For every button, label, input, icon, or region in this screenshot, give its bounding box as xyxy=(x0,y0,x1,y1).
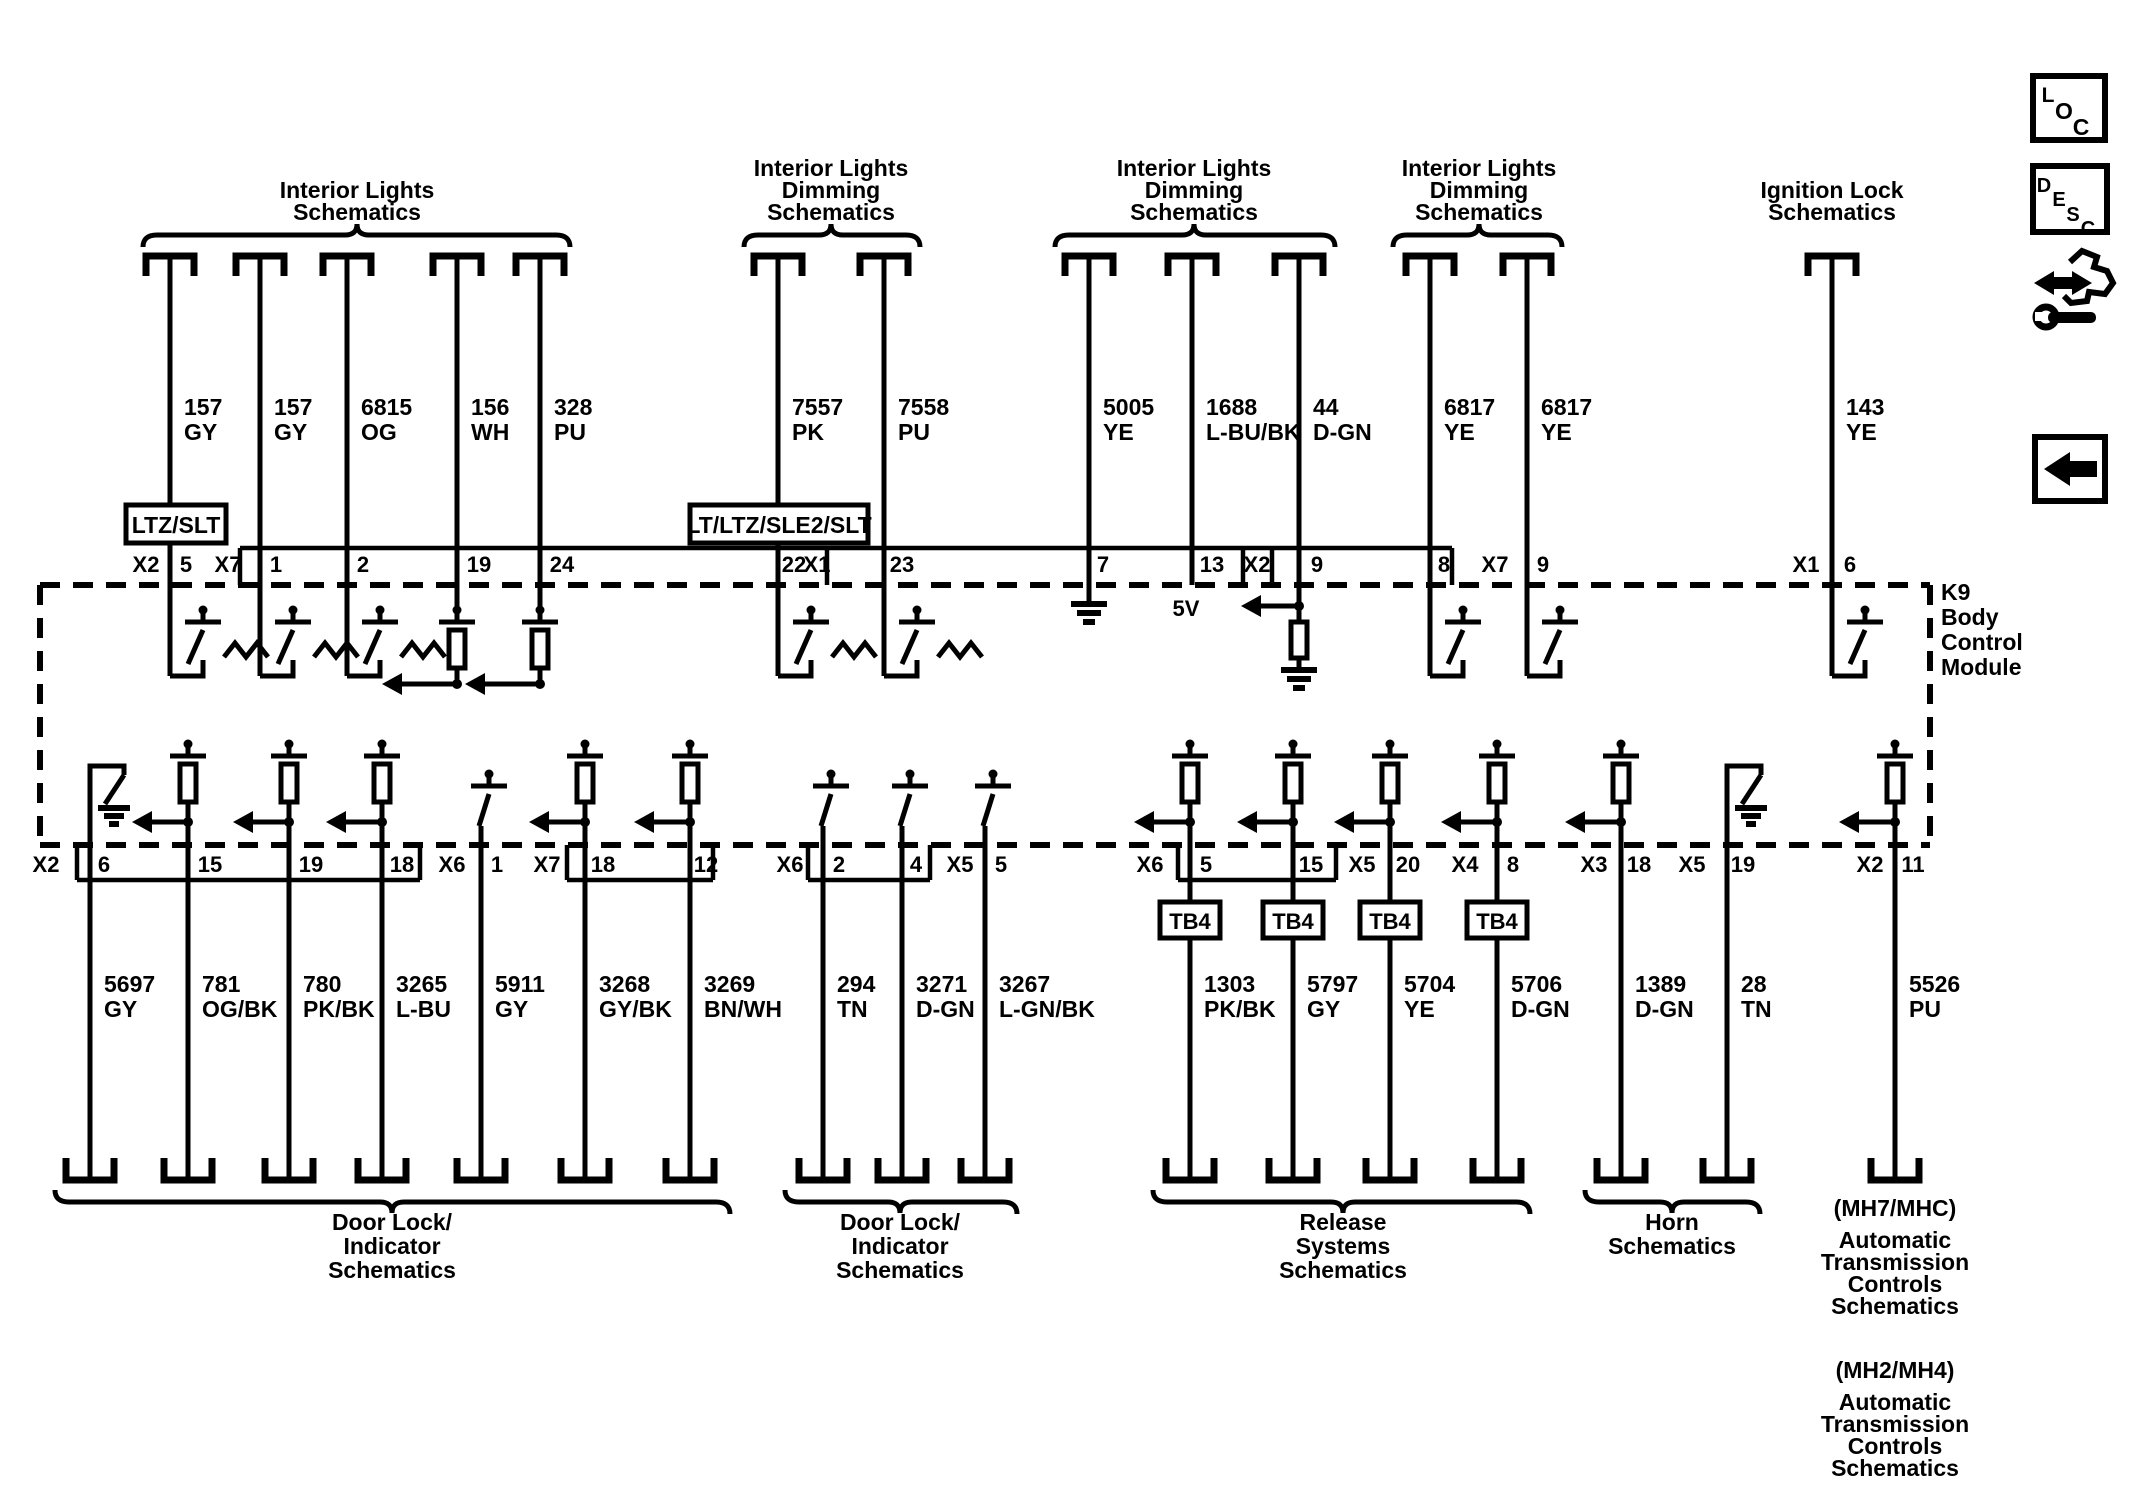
contact-dot xyxy=(1861,606,1870,615)
switch-lever xyxy=(188,630,203,664)
schematic-group-title xyxy=(744,155,920,247)
group-brace xyxy=(143,224,570,247)
bottom-wire-1389 xyxy=(1565,740,1694,1181)
circuit-number: 3271 xyxy=(916,971,968,997)
module-name: Module xyxy=(1941,654,2022,680)
connector-boundaries xyxy=(77,548,1452,880)
switch-lever xyxy=(1742,775,1761,804)
pin-number: 2 xyxy=(356,552,370,577)
resistor-icon xyxy=(1489,764,1505,802)
switch-lever xyxy=(1850,630,1865,664)
connector-designator: X1 xyxy=(803,552,831,577)
pin-number: 13 xyxy=(1199,552,1225,577)
pin-number: 19 xyxy=(466,552,492,577)
wire-color: L-BU/BK xyxy=(1206,419,1301,445)
top-wire-143 xyxy=(1808,256,1884,676)
pwm-squiggle-icon xyxy=(314,643,358,657)
wire-color: YE xyxy=(1103,419,1134,445)
group-title: Interior Lights xyxy=(279,177,435,203)
top-wire-6817 xyxy=(1503,256,1592,676)
group-brace xyxy=(1055,224,1335,247)
bottom-wire-5911 xyxy=(457,770,545,1181)
direction-arrow-icon xyxy=(326,811,346,833)
connector-designator: X5 xyxy=(1348,852,1376,877)
pwm-squiggle-icon xyxy=(401,643,445,657)
connector-designator: X5 xyxy=(946,852,974,877)
contact-dot xyxy=(913,606,922,615)
bottom-wire-5526 xyxy=(1839,740,1960,1181)
direction-arrow-icon xyxy=(1134,811,1154,833)
group-title: Schematics xyxy=(836,1257,964,1283)
variant-label: LT/LTZ/SLE2/SLT xyxy=(686,512,872,538)
note-line: Schematics xyxy=(1831,1455,1959,1481)
group-title: Schematics xyxy=(767,199,895,225)
note-line: Transmission xyxy=(1820,1249,1970,1275)
double-arrow-wrench-icon[interactable] xyxy=(2034,251,2113,327)
loc-letter: O xyxy=(2055,98,2073,124)
group-title: Dimming xyxy=(1429,177,1529,203)
pin-number: 5 xyxy=(994,852,1008,877)
contact-dot xyxy=(1186,740,1195,749)
group-title: Interior Lights xyxy=(1401,155,1557,181)
contact-dot xyxy=(1289,740,1298,749)
desc-letter: E xyxy=(2052,189,2066,211)
contact-dot xyxy=(686,740,695,749)
wire-color: WH xyxy=(471,419,510,445)
connector-designator: X3 xyxy=(1580,852,1608,877)
resistor-icon xyxy=(281,764,297,802)
resistor-icon xyxy=(1382,764,1398,802)
pin-number: 4 xyxy=(909,852,923,877)
variant-label: LTZ/SLT xyxy=(131,512,221,538)
pin-number: 6 xyxy=(1843,552,1857,577)
tb4-label: TB4 xyxy=(1476,909,1518,934)
direction-arrow-icon xyxy=(1334,811,1354,833)
contact-dot xyxy=(1386,740,1395,749)
direction-arrow-icon xyxy=(1241,595,1261,617)
top-wire-1688 xyxy=(1168,256,1301,621)
direction-arrow-icon xyxy=(529,811,549,833)
desc-letter: D xyxy=(2036,175,2052,197)
contact-dot xyxy=(906,770,915,779)
resistor-icon xyxy=(577,764,593,802)
wrench-notch[interactable] xyxy=(2035,312,2044,321)
wire-color: PU xyxy=(1909,996,1941,1022)
connector-designator: X2 xyxy=(132,552,160,577)
variant-callout xyxy=(686,505,871,543)
switch-lever xyxy=(1545,630,1560,664)
pin-number: 23 xyxy=(889,552,915,577)
group-title: Release xyxy=(1299,1209,1387,1235)
group-title: Interior Lights xyxy=(753,155,909,181)
pin-number: 20 xyxy=(1395,852,1421,877)
resistor-icon xyxy=(180,764,196,802)
variant-callout xyxy=(126,505,226,543)
pin-number: 18 xyxy=(1626,852,1652,877)
wire-color: YE xyxy=(1846,419,1877,445)
circuit-number: 157 xyxy=(184,394,223,420)
top-wire-7557 xyxy=(754,256,876,676)
wire-color: YE xyxy=(1404,996,1435,1022)
wire-color: PK/BK xyxy=(1204,996,1276,1022)
group-title: Door Lock/ xyxy=(331,1209,453,1235)
bottom-wire-5706 xyxy=(1441,740,1570,1181)
desc-button[interactable] xyxy=(2033,166,2107,240)
top-wire-157 xyxy=(146,256,268,676)
circuit-number: 6817 xyxy=(1541,394,1593,420)
top-wire-7558 xyxy=(860,256,982,676)
schematic-group-title xyxy=(1760,177,1903,225)
resistor-icon xyxy=(1613,764,1629,802)
connector-designator: X6 xyxy=(1136,852,1164,877)
transmission-note xyxy=(1821,1195,1969,1319)
note-line: Automatic xyxy=(1838,1389,1952,1415)
wire-color: L-GN/BK xyxy=(999,996,1095,1022)
note-line: (MH7/MHC) xyxy=(1833,1195,1957,1221)
circuit-number: 1303 xyxy=(1204,971,1256,997)
circuit-number: 5911 xyxy=(495,971,545,997)
group-title: Schematics xyxy=(1279,1257,1407,1283)
tb4-label: TB4 xyxy=(1169,909,1211,934)
direction-arrow-icon xyxy=(132,811,152,833)
wire-color: D-GN xyxy=(1511,996,1570,1022)
contact-dot xyxy=(376,606,385,615)
resistor-icon xyxy=(1182,764,1198,802)
pin-number: 6 xyxy=(97,852,111,877)
connector-designator: X6 xyxy=(438,852,466,877)
switch-lever xyxy=(902,630,917,664)
contact-dot xyxy=(289,606,298,615)
circuit-number: 5797 xyxy=(1307,971,1359,997)
wire-color: L-BU xyxy=(396,996,451,1022)
pin-number: 8 xyxy=(1506,852,1520,877)
circuit-number: 5005 xyxy=(1103,394,1155,420)
direction-arrow-icon xyxy=(382,673,402,695)
schematic-group-title xyxy=(1055,155,1335,247)
contact-dot xyxy=(285,740,294,749)
group-title: Schematics xyxy=(1415,199,1543,225)
circuit-number: 7557 xyxy=(792,394,844,420)
direction-arrow-icon xyxy=(465,673,485,695)
wire-color: GY xyxy=(184,419,218,445)
group-title: Indicator xyxy=(851,1233,949,1259)
connector-designator: X7 xyxy=(214,552,242,577)
contact-dot xyxy=(1891,740,1900,749)
module-name: Body xyxy=(1941,604,1999,630)
pin-number: 1 xyxy=(490,852,504,877)
switch-lever xyxy=(796,630,811,664)
circuit-number: 1389 xyxy=(1635,971,1687,997)
module-name: Control xyxy=(1941,629,2023,655)
pin-number: 18 xyxy=(389,852,415,877)
switch-lever xyxy=(479,794,489,826)
pin-number: 8 xyxy=(1437,552,1451,577)
wire-color: D-GN xyxy=(916,996,975,1022)
wire-color: PK xyxy=(792,419,824,445)
direction-arrow-icon xyxy=(233,811,253,833)
contact-dot xyxy=(989,770,998,779)
wire-color: GY xyxy=(1307,996,1341,1022)
bottom-wire-3265 xyxy=(326,740,451,1181)
tb4-label: TB4 xyxy=(1272,909,1314,934)
top-wire-156 xyxy=(382,256,509,695)
pin-number: 19 xyxy=(1730,852,1756,877)
transmission-note xyxy=(1821,1357,1969,1481)
direction-arrow-icon xyxy=(1237,811,1257,833)
pin-number: 1 xyxy=(269,552,283,577)
connector-designator: X4 xyxy=(1451,852,1479,877)
bottom-wire-294 xyxy=(799,770,876,1181)
circuit-number: 157 xyxy=(274,394,313,420)
wire-color: D-GN xyxy=(1313,419,1372,445)
bottom-wire-781 xyxy=(132,740,278,1181)
circuit-number: 781 xyxy=(202,971,241,997)
direction-arrow-icon xyxy=(1441,811,1461,833)
top-wire-157 xyxy=(236,256,358,676)
connector-designator: X2 xyxy=(1243,552,1271,577)
loc-button[interactable] xyxy=(2033,76,2105,140)
wire-color: YE xyxy=(1541,419,1572,445)
top-wire-6815 xyxy=(323,256,445,676)
wire-color: PU xyxy=(898,419,930,445)
pin-number: 9 xyxy=(1310,552,1324,577)
note-line: Controls xyxy=(1847,1271,1943,1297)
circuit-number: 5697 xyxy=(104,971,156,997)
five-volt-label: 5V xyxy=(1172,596,1200,621)
resistor-icon xyxy=(449,630,465,668)
pin-number: 24 xyxy=(549,552,575,577)
circuit-number: 44 xyxy=(1313,394,1339,420)
circuit-number: 6817 xyxy=(1444,394,1496,420)
contact-dot xyxy=(536,606,545,615)
group-title: Schematics xyxy=(293,199,421,225)
note-line: Controls xyxy=(1847,1433,1943,1459)
wire-color: BN/WH xyxy=(704,996,782,1022)
circuit-number: 3265 xyxy=(396,971,448,997)
pin-number: 5 xyxy=(1199,852,1213,877)
circuit-number: 3267 xyxy=(999,971,1051,997)
connector-designator: X5 xyxy=(1678,852,1706,877)
contact-dot xyxy=(807,606,816,615)
wire-color: PU xyxy=(554,419,586,445)
wire-color: TN xyxy=(1741,996,1772,1022)
wire-color: D-GN xyxy=(1635,996,1694,1022)
direction-arrow-icon xyxy=(634,811,654,833)
wire-color: TN xyxy=(837,996,868,1022)
bottom-wire-28 xyxy=(1703,766,1772,1180)
switch-lever xyxy=(900,794,910,826)
resistor-icon xyxy=(682,764,698,802)
wire-color: GY xyxy=(495,996,529,1022)
group-brace xyxy=(1393,224,1562,247)
note-line: Schematics xyxy=(1831,1293,1959,1319)
resistor-icon xyxy=(1887,764,1903,802)
contact-dot xyxy=(378,740,387,749)
module-name: K9 xyxy=(1941,579,1971,605)
group-title: Systems xyxy=(1295,1233,1391,1259)
pin-number: 11 xyxy=(1901,852,1925,877)
switch-lever xyxy=(821,794,831,826)
bottom-wire-3271 xyxy=(878,770,975,1181)
resistor-icon xyxy=(1285,764,1301,802)
connector-designator: X1 xyxy=(1792,552,1820,577)
switch-lever xyxy=(105,775,124,804)
schematic-group-title xyxy=(1393,155,1562,247)
bottom-wire-1303 xyxy=(1134,740,1276,1181)
group-title: Dimming xyxy=(1144,177,1244,203)
pin-number: 15 xyxy=(1298,852,1324,877)
connector-designator: X2 xyxy=(32,852,60,877)
contact-dot xyxy=(1556,606,1565,615)
contact-dot xyxy=(581,740,590,749)
pin-number: 22 xyxy=(781,552,807,577)
circuit-number: 156 xyxy=(471,394,510,420)
circuit-number: 28 xyxy=(1741,971,1767,997)
bottom-wire-5697 xyxy=(66,766,155,1180)
connector-designator: X7 xyxy=(533,852,561,877)
resistor-icon xyxy=(532,630,548,668)
group-title: Schematics xyxy=(1768,199,1896,225)
switch-lever xyxy=(983,794,993,826)
circuit-number: 1688 xyxy=(1206,394,1258,420)
group-title: Door Lock/ xyxy=(839,1209,961,1235)
desc-letter: C xyxy=(2080,218,2096,240)
group-title: Ignition Lock xyxy=(1760,177,1904,203)
bottom-wire-3267 xyxy=(961,770,1095,1181)
contact-dot xyxy=(184,740,193,749)
circuit-number: 7558 xyxy=(898,394,950,420)
resistor-icon xyxy=(374,764,390,802)
switch-lever xyxy=(1448,630,1463,664)
nav-icons xyxy=(2033,76,2113,501)
circuit-number: 3268 xyxy=(599,971,651,997)
schematic-group-title xyxy=(143,177,570,247)
circuit-number: 294 xyxy=(837,971,876,997)
direction-arrow-icon xyxy=(1565,811,1585,833)
circuit-number: 143 xyxy=(1846,394,1885,420)
note-line: (MH2/MH4) xyxy=(1835,1357,1955,1383)
contact-dot xyxy=(1617,740,1626,749)
note-line: Automatic xyxy=(1838,1227,1952,1253)
group-title: Dimming xyxy=(781,177,881,203)
switch-lever xyxy=(365,630,380,664)
desc-letter: S xyxy=(2066,204,2080,226)
contact-dot xyxy=(485,770,494,779)
wire-color: GY xyxy=(274,419,308,445)
bottom-wire-780 xyxy=(233,740,375,1181)
bottom-wire-3269 xyxy=(634,740,782,1181)
bottom-wire-5704 xyxy=(1334,740,1455,1181)
contact-dot xyxy=(453,606,462,615)
group-title: Schematics xyxy=(1130,199,1258,225)
connector-designator: X2 xyxy=(1856,852,1884,877)
bottom-wire-3268 xyxy=(529,740,672,1181)
direction-arrow-icon xyxy=(1839,811,1859,833)
pwm-squiggle-icon xyxy=(832,643,876,657)
connector-designator: X7 xyxy=(1481,552,1509,577)
top-wire-6817 xyxy=(1406,256,1495,676)
top-wire-44 xyxy=(1241,256,1372,688)
loc-letter: C xyxy=(2072,114,2090,140)
loc-letter: L xyxy=(2041,84,2055,107)
pin-number: 9 xyxy=(1536,552,1550,577)
contact-dot xyxy=(199,606,208,615)
wire-color: OG/BK xyxy=(202,996,278,1022)
group-brace xyxy=(744,224,920,247)
wire-color: YE xyxy=(1444,419,1475,445)
top-wire-5005 xyxy=(1065,256,1154,622)
pin-number: 12 xyxy=(693,852,719,877)
bottom-wire-5797 xyxy=(1237,740,1358,1181)
circuit-number: 3269 xyxy=(704,971,756,997)
wire-color: OG xyxy=(361,419,397,445)
pin-number: 7 xyxy=(1096,552,1110,577)
pin-number: 18 xyxy=(590,852,616,877)
pin-number: 15 xyxy=(197,852,223,877)
back-button[interactable] xyxy=(2035,437,2105,501)
group-title: Horn xyxy=(1645,1209,1699,1235)
circuit-number: 5526 xyxy=(1909,971,1961,997)
contact-dot xyxy=(827,770,836,779)
circuit-number: 6815 xyxy=(361,394,413,420)
top-wire-328 xyxy=(465,256,593,695)
group-title: Interior Lights xyxy=(1116,155,1272,181)
group-title: Indicator xyxy=(343,1233,441,1259)
wire-color: PK/BK xyxy=(303,996,375,1022)
group-title: Schematics xyxy=(1608,1233,1736,1259)
circuit-number: 5704 xyxy=(1404,971,1456,997)
wire-color: GY xyxy=(104,996,138,1022)
circuit-number: 5706 xyxy=(1511,971,1563,997)
circuit-number: 328 xyxy=(554,394,593,420)
pin-number: 2 xyxy=(832,852,846,877)
wire-color: GY/BK xyxy=(599,996,672,1022)
pin-number: 19 xyxy=(298,852,324,877)
group-title: Schematics xyxy=(328,1257,456,1283)
connector-designator: X6 xyxy=(776,852,804,877)
switch-lever xyxy=(278,630,293,664)
resistor-icon xyxy=(1291,622,1307,658)
contact-dot xyxy=(1459,606,1468,615)
pin-number: 5 xyxy=(179,552,193,577)
contact-dot xyxy=(1493,740,1502,749)
pwm-squiggle-icon xyxy=(938,643,982,657)
double-arrow-icon[interactable] xyxy=(2034,271,2092,295)
note-line: Transmission xyxy=(1820,1411,1970,1437)
circuit-number: 780 xyxy=(303,971,342,997)
tb4-label: TB4 xyxy=(1369,909,1411,934)
